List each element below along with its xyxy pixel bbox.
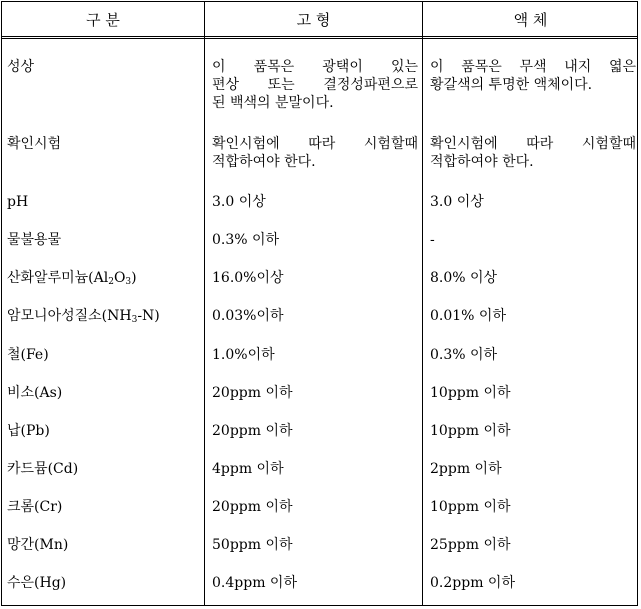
cell-liquid-insoluble: - [430,232,435,248]
row-label-iron: 철(Fe) [7,347,49,363]
cell-liquid-alumina: 8.0% 이상 [430,270,498,286]
row-label-mercury: 수은(Hg) [7,575,67,591]
cell-solid-chromium: 20ppm 이하 [212,499,293,515]
column-divider [204,2,205,605]
cell-liquid-manganese: 25ppm 이하 [430,537,511,553]
cell-solid-mercury: 0.4ppm 이하 [212,575,297,591]
cell-solid-alumina: 16.0%이상 [212,270,284,286]
header-liquid: 액 체 [513,10,548,29]
cell-liquid-lead: 10ppm 이하 [430,423,511,439]
cell-solid-lead: 20ppm 이하 [212,423,293,439]
cell-liquid-mercury: 0.2ppm 이하 [430,575,515,591]
row-label-properties: 성상 [7,59,35,75]
header-category: 구 분 [86,10,120,29]
row-label-ammonia: 암모니아성질소$(NH_3-N)$ [7,308,160,325]
cell-liquid-arsenic: 10ppm 이하 [430,385,511,401]
cell-liquid-chromium: 10ppm 이하 [430,499,511,515]
header-solid: 고 형 [296,10,331,29]
cell-solid-iron: 1.0%이하 [212,347,275,363]
cell-solid-ammonia: 0.03%이하 [212,308,284,324]
spec-table [1,1,638,606]
cell-liquid-ammonia: 0.01% 이하 [430,308,506,324]
row-label-cadmium: 카드뮴(Cd) [7,461,79,477]
cell-liquid-ph: 3.0 이상 [430,194,484,210]
cell-solid-cadmium: 4ppm 이하 [212,461,284,477]
cell-solid-manganese: 50ppm 이하 [212,537,293,553]
row-label-ph: pH [7,194,29,210]
header-divider [2,36,637,37]
row-label-insoluble: 물불용물 [7,232,62,248]
cell-solid-arsenic: 20ppm 이하 [212,385,293,401]
cell-solid-properties: 이 품목은 광택이 있는 편상 또는 결정성파편으로 된 백색의 분말이다. [212,59,418,111]
column-divider [422,2,423,605]
cell-solid-identification: 확인시험에 따라 시험할때 적합하여야 한다. [212,136,418,170]
cell-liquid-cadmium: 2ppm 이하 [430,461,502,477]
cell-liquid-identification: 확인시험에 따라 시험할때 적합하여야 한다. [430,136,636,170]
row-label-lead: 납(Pb) [7,423,50,439]
cell-solid-insoluble: 0.3% 이하 [212,232,280,248]
cell-liquid-iron: 0.3% 이하 [430,347,498,363]
row-label-arsenic: 비소(As) [7,385,63,401]
cell-solid-ph: 3.0 이상 [212,194,266,210]
row-label-alumina: 산화알루미늄$(Al_2O_3)$ [7,270,137,287]
row-label-chromium: 크롬(Cr) [7,499,63,515]
cell-liquid-properties: 이 품목은 무색 내지 엷은 황갈색의 투명한 액체이다. [430,59,636,93]
row-label-manganese: 망간(Mn) [7,537,69,553]
header-divider [2,38,637,39]
row-label-identification: 확인시험 [7,136,62,152]
